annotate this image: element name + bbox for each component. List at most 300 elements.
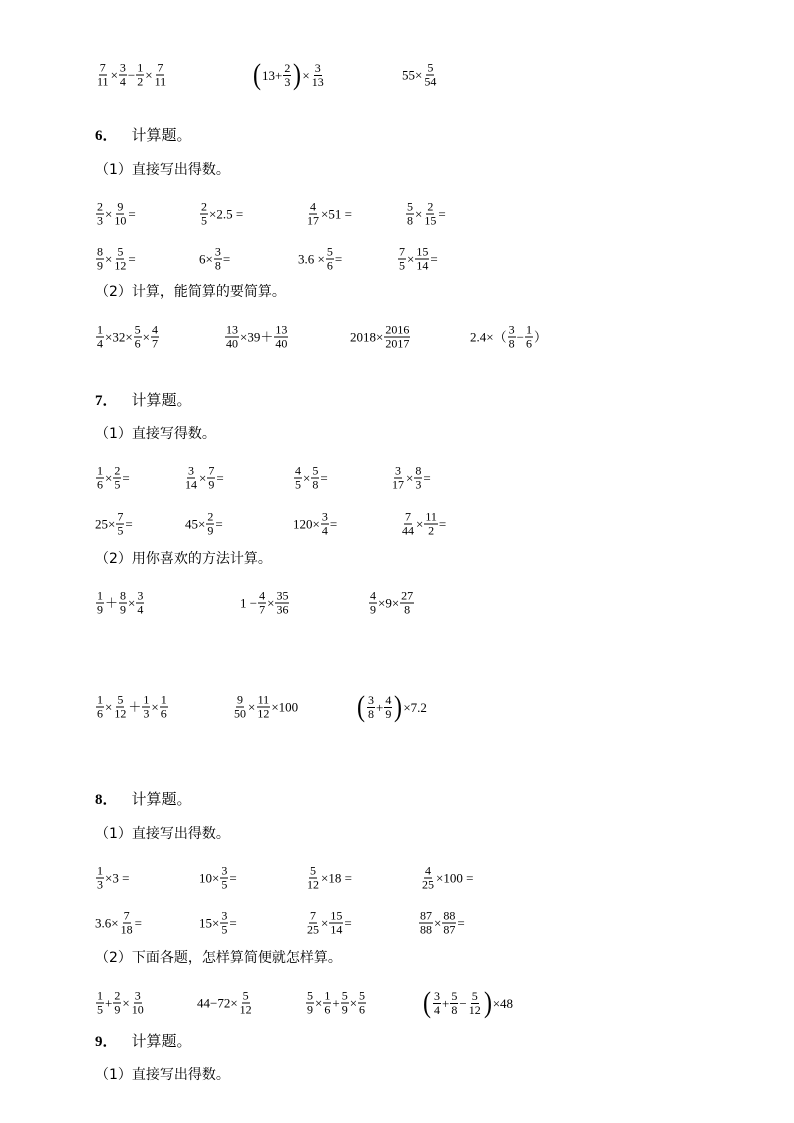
operator-text: ×2.5 = (209, 206, 244, 222)
operator-text: 13+ (262, 67, 283, 83)
bracket: ) (394, 690, 403, 723)
fraction (384, 694, 392, 721)
numerator: 11 (257, 692, 270, 707)
numerator: 1 (143, 692, 150, 707)
math-expression (305, 865, 352, 892)
operator-text: − (127, 67, 136, 83)
denominator: 5 (399, 258, 405, 273)
numerator: 7 (405, 509, 411, 524)
denominator: 12 (114, 706, 127, 721)
numerator: 9 (117, 199, 124, 214)
fraction (136, 590, 144, 617)
fraction (119, 62, 127, 89)
denominator: 11 (97, 74, 109, 89)
operator-text: ×48 (492, 995, 514, 1011)
fraction (306, 990, 314, 1017)
problem-heading (95, 389, 192, 410)
denominator: 12 (468, 1002, 481, 1017)
numerator: 5 (242, 988, 249, 1003)
numerator: 7 (157, 60, 164, 75)
problem-number: 9． (95, 1034, 118, 1050)
operator-text: ×51 = (321, 206, 352, 222)
denominator: 2017 (385, 336, 410, 351)
denominator: 12 (114, 258, 127, 273)
numerator: 3 (137, 588, 144, 603)
operator-text: = (457, 915, 465, 931)
operator-text: − (459, 995, 467, 1011)
operator-text: × (105, 251, 113, 267)
numerator: 4 (370, 588, 376, 603)
fraction (450, 990, 458, 1017)
fraction (184, 465, 198, 492)
operator-text: × (248, 699, 256, 715)
numerator: 27 (401, 588, 414, 603)
numerator: 2 (114, 463, 121, 478)
operator-text: = (128, 251, 136, 267)
numerator: 7 (399, 244, 405, 259)
fraction (136, 62, 144, 89)
numerator: 3 (434, 988, 440, 1003)
fraction (239, 990, 253, 1017)
denominator: 10 (114, 213, 127, 228)
operator-text: 25× (95, 516, 116, 532)
denominator: 9 (341, 1002, 348, 1017)
denominator: 6 (326, 258, 333, 273)
denominator: 9 (207, 523, 214, 538)
operator-text: = (344, 915, 352, 931)
operator-text: ×39＋ (240, 329, 274, 345)
math-expression (95, 465, 130, 492)
fraction (200, 201, 208, 228)
math-expression (293, 465, 328, 492)
operator-text: × (122, 995, 130, 1011)
denominator: 5 (114, 477, 121, 492)
numerator: 11 (425, 509, 437, 524)
operator-text: × (303, 470, 311, 486)
numerator: 5 (312, 463, 319, 478)
math-expression (422, 988, 513, 1018)
fraction (414, 465, 422, 492)
fraction (398, 246, 406, 273)
denominator: 2 (137, 74, 144, 89)
operator-text: − (516, 329, 524, 345)
operator-text: 3.6 × (298, 251, 325, 267)
denominator: 6 (97, 477, 103, 492)
denominator: 18 (120, 922, 133, 937)
operator-text: 45× (185, 516, 206, 532)
denominator: 25 (422, 877, 434, 892)
operator-text: = (334, 251, 343, 267)
fraction (131, 990, 145, 1017)
problem-title: 计算题。 (131, 1032, 192, 1050)
numerator: 3 (314, 60, 321, 75)
denominator: 7 (152, 336, 159, 351)
fraction (423, 201, 437, 228)
fraction (442, 910, 456, 937)
math-expression (240, 590, 290, 617)
numerator: 5 (134, 322, 141, 337)
denominator: 3 (97, 877, 103, 892)
fraction (142, 694, 150, 721)
numerator: 3 (221, 863, 228, 878)
numerator: 1 (324, 988, 331, 1003)
sub-question-label: （2）用你喜欢的方法计算。 (95, 551, 272, 567)
operator-text: = (222, 251, 231, 267)
operator-text: × (349, 995, 358, 1011)
denominator: 4 (119, 74, 126, 89)
denominator: 5 (221, 922, 228, 937)
denominator: 25 (307, 922, 319, 937)
denominator: 87 (443, 922, 456, 937)
operator-text: 15× (199, 915, 220, 931)
fraction (423, 62, 437, 89)
numerator: 88 (443, 908, 456, 923)
denominator: 5 (97, 1002, 103, 1017)
denominator: 9 (114, 1002, 121, 1017)
fraction (367, 694, 375, 721)
numerator: 4 (425, 863, 431, 878)
denominator: 8 (404, 602, 411, 617)
denominator: 9 (370, 602, 376, 617)
fraction (326, 246, 334, 273)
numerator: 4 (152, 322, 159, 337)
sub-question-label: （2）计算，能简算的要简算。 (95, 284, 286, 300)
denominator: 12 (257, 706, 270, 721)
numerator: 2 (97, 199, 103, 214)
math-expression (185, 511, 223, 538)
operator-text: ×9× (378, 595, 400, 611)
fraction (160, 694, 168, 721)
fraction (323, 990, 331, 1017)
operator-text: × (151, 699, 159, 715)
math-expression (224, 324, 289, 351)
numerator: 8 (97, 244, 103, 259)
numerator: 7 (117, 509, 124, 524)
operator-text: = (125, 516, 133, 532)
fraction (294, 465, 302, 492)
fraction (116, 511, 124, 538)
operator-text: 6× (199, 251, 213, 267)
numerator: 15 (330, 908, 343, 923)
operator-text: ×3 = (105, 870, 130, 886)
fraction (119, 590, 127, 617)
math-expression (397, 246, 438, 273)
problem-title: 计算题。 (131, 391, 192, 409)
numerator: 5 (427, 60, 434, 75)
fraction (433, 990, 441, 1017)
denominator: 54 (424, 74, 437, 89)
fraction (96, 246, 104, 273)
denominator: 6 (160, 706, 167, 721)
fraction (113, 246, 127, 273)
operator-text: ×7.2 (403, 699, 427, 715)
fraction (258, 590, 266, 617)
fraction (220, 910, 228, 937)
denominator: 36 (276, 602, 289, 617)
math-expression (199, 910, 237, 937)
denominator: 11 (154, 74, 167, 89)
math-expression (400, 511, 446, 538)
operator-text: 3.6× (95, 915, 119, 931)
operator-text: = (229, 915, 237, 931)
numerator: 5 (326, 244, 333, 259)
operator-text: 10× (199, 870, 220, 886)
numerator: 2 (114, 988, 121, 1003)
denominator: 4 (434, 1002, 440, 1017)
numerator: 4 (310, 199, 316, 214)
fraction (415, 246, 429, 273)
denominator: 9 (97, 258, 103, 273)
numerator: 8 (120, 588, 127, 603)
numerator: 1 (525, 322, 532, 337)
denominator: 17 (307, 213, 319, 228)
math-expression (95, 511, 133, 538)
denominator: 5 (221, 877, 228, 892)
denominator: 14 (416, 258, 429, 273)
numerator: 2 (427, 199, 434, 214)
math-expression (197, 990, 254, 1017)
fraction (400, 590, 414, 617)
problem-heading (95, 124, 192, 145)
operator-text: × (110, 67, 118, 83)
operator-text: × (128, 595, 136, 611)
problem-title: 计算题。 (131, 126, 192, 144)
fraction (96, 590, 104, 617)
operator-text: × (416, 516, 424, 532)
operator-text: × (199, 470, 207, 486)
fraction (283, 62, 291, 89)
operator-text: 1 − (240, 595, 258, 611)
numerator: 87 (420, 908, 432, 923)
operator-text: = (229, 870, 237, 886)
math-expression (95, 324, 160, 351)
fraction (96, 324, 104, 351)
bracket: ( (253, 58, 261, 91)
fraction (321, 511, 329, 538)
math-expression (199, 246, 230, 273)
numerator: 2016 (385, 322, 410, 337)
numerator: 7 (310, 908, 316, 923)
math-expression (402, 62, 438, 89)
numerator: 2 (284, 60, 291, 75)
numerator: 1 (97, 988, 103, 1003)
math-expression (199, 865, 237, 892)
fraction (113, 465, 121, 492)
numerator: 7 (208, 463, 215, 478)
problem-number: 6． (95, 128, 118, 144)
denominator: 50 (234, 706, 246, 721)
bracket: ( (423, 986, 431, 1019)
operator-text: + (105, 995, 113, 1011)
numerator: 1 (137, 60, 144, 75)
math-expression (390, 465, 431, 492)
fraction (151, 324, 159, 351)
math-expression (470, 324, 547, 351)
fraction (508, 324, 516, 351)
denominator: 44 (402, 523, 414, 538)
math-expression (305, 201, 352, 228)
denominator: 6 (359, 1002, 366, 1017)
operator-text: + (376, 699, 384, 715)
fraction (384, 324, 410, 351)
operator-text: 2.4×（ (470, 329, 507, 345)
fraction (96, 694, 104, 721)
fraction (329, 910, 343, 937)
math-expression (305, 990, 367, 1017)
fraction (233, 694, 247, 721)
numerator: 5 (341, 988, 348, 1003)
numerator: 1 (97, 863, 103, 878)
denominator: 3 (284, 74, 291, 89)
numerator: 13 (275, 322, 288, 337)
denominator: 40 (226, 336, 238, 351)
denominator: 88 (420, 922, 432, 937)
math-expression (95, 865, 129, 892)
denominator: 12 (307, 877, 319, 892)
denominator: 4 (321, 523, 328, 538)
operator-text: ×100 = (436, 870, 474, 886)
math-expression (95, 694, 169, 721)
denominator: 6 (324, 1002, 331, 1017)
denominator: 10 (131, 1002, 144, 1017)
numerator: 2 (207, 509, 214, 524)
fraction (113, 694, 127, 721)
math-expression (183, 465, 224, 492)
problem-heading (95, 1030, 192, 1051)
denominator: 6 (525, 336, 532, 351)
fraction (306, 201, 320, 228)
math-expression (95, 201, 136, 228)
math-expression (95, 910, 142, 937)
fraction (134, 324, 142, 351)
fraction (113, 990, 121, 1017)
operator-text: × (105, 699, 113, 715)
numerator: 7 (123, 908, 130, 923)
numerator: 5 (359, 988, 366, 1003)
numerator: 4 (295, 463, 301, 478)
fraction (256, 694, 270, 721)
numerator: 5 (307, 988, 313, 1003)
math-expression (199, 201, 243, 228)
operator-text: ＋ (105, 595, 119, 611)
operator-text: + (442, 995, 450, 1011)
numerator: 4 (385, 692, 392, 707)
denominator: 9 (97, 602, 103, 617)
fraction (220, 865, 228, 892)
operator-text: ×18 = (321, 870, 352, 886)
math-expression (95, 590, 145, 617)
fraction (306, 910, 320, 937)
denominator: 5 (117, 523, 124, 538)
operator-text: × (315, 995, 323, 1011)
numerator: 5 (451, 988, 458, 1003)
sub-question-label: （1）直接写得数。 (95, 426, 216, 442)
math-expression (293, 511, 337, 538)
operator-text: = (329, 516, 338, 532)
numerator: 7 (99, 60, 106, 75)
fraction (225, 324, 239, 351)
denominator: 8 (312, 477, 319, 492)
operator-text: × (434, 915, 442, 931)
denominator: 8 (508, 336, 515, 351)
operator-text: = (438, 206, 446, 222)
operator-text: ×32× (105, 329, 133, 345)
math-expression (420, 865, 473, 892)
numerator: 1 (97, 322, 103, 337)
fraction (421, 865, 435, 892)
denominator: 40 (275, 336, 288, 351)
problem-number: 8． (95, 792, 118, 808)
operator-text: = (430, 251, 438, 267)
denominator: 8 (451, 1002, 458, 1017)
denominator: 17 (392, 477, 404, 492)
numerator: 8 (415, 463, 422, 478)
denominator: 5 (295, 477, 301, 492)
denominator: 5 (201, 213, 207, 228)
numerator: 4 (259, 588, 266, 603)
operator-text: ×100 (271, 699, 299, 715)
fraction (468, 990, 482, 1017)
operator-text: × (145, 67, 153, 83)
denominator: 3 (415, 477, 422, 492)
operator-text: = (128, 206, 136, 222)
operator-text: = (320, 470, 328, 486)
denominator: 7 (259, 602, 266, 617)
numerator: 1 (160, 692, 167, 707)
operator-text: × (105, 206, 113, 222)
problem-number: 7． (95, 393, 118, 409)
fraction (96, 990, 104, 1017)
fraction (206, 511, 214, 538)
fraction (358, 990, 366, 1017)
operator-text: = (122, 470, 130, 486)
denominator: 3 (143, 706, 150, 721)
math-expression (305, 910, 352, 937)
numerator: 3 (368, 692, 374, 707)
operator-text: 120× (293, 516, 320, 532)
sub-question-label: （1）直接写出得数。 (95, 826, 230, 842)
operator-text: × (302, 67, 310, 83)
math-expression (405, 201, 446, 228)
numerator: 1 (97, 692, 103, 707)
denominator: 14 (330, 922, 343, 937)
fraction (406, 201, 414, 228)
bracket: ) (293, 58, 302, 91)
fraction (311, 465, 319, 492)
denominator: 14 (185, 477, 197, 492)
bracket: ( (357, 690, 365, 723)
numerator: 1 (97, 463, 103, 478)
fraction (369, 590, 377, 617)
math-expression (298, 246, 342, 273)
numerator: 15 (416, 244, 429, 259)
operator-text: × (407, 251, 415, 267)
numerator: 3 (221, 908, 228, 923)
math-expression (232, 694, 298, 721)
denominator: 3 (97, 213, 103, 228)
fraction (391, 465, 405, 492)
math-expression (350, 324, 411, 351)
fraction (96, 62, 110, 89)
fraction (341, 990, 349, 1017)
numerator: 3 (188, 463, 194, 478)
numerator: 5 (407, 199, 413, 214)
numerator: 1 (97, 588, 103, 603)
operator-text: × (105, 470, 113, 486)
fraction (419, 910, 433, 937)
operator-text: 44−72× (197, 995, 238, 1011)
denominator: 9 (307, 1002, 313, 1017)
